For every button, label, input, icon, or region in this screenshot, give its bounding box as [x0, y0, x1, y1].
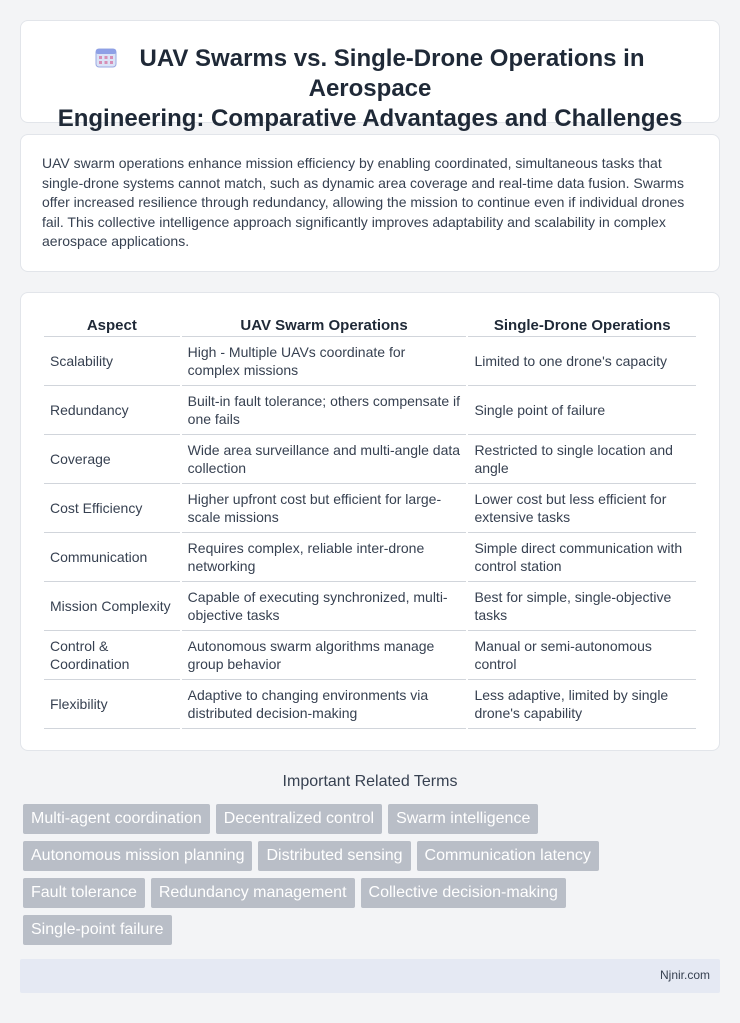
cell-aspect: Coverage [44, 435, 180, 484]
table-row [44, 631, 696, 680]
cell-single: Less adaptive, limited by single drone's capability [468, 680, 696, 729]
comparison-table [42, 315, 698, 729]
related-term-tag[interactable]: Redundancy management [151, 878, 355, 908]
related-term-tag[interactable]: Autonomous mission planning [23, 841, 252, 871]
cell-aspect: Scalability [44, 337, 180, 386]
related-term-tag[interactable]: Collective decision-making [361, 878, 566, 908]
cell-single: Simple direct communication with control station [468, 533, 696, 582]
intro-paragraph: UAV swarm operations enhance mission efficiency by enabling coordinated, simultaneous tasks that single-drone systems cannot match, such as dynamic area coverage and real-time data fusion. Swarms offer increased resilience through redundancy, allowing the mission to continue even if individual drones fail. This collective intelligence approach significantly improves adaptability and scalability in complex aerospace applications. [42, 155, 685, 249]
cell-swarm: Higher upfront cost but efficient for large-scale missions [182, 484, 467, 533]
cell-aspect: Flexibility [44, 680, 180, 729]
cell-single: Restricted to single location and angle [468, 435, 696, 484]
cell-single: Limited to one drone's capacity [468, 337, 696, 386]
related-term-tag[interactable]: Swarm intelligence [388, 804, 538, 834]
cell-swarm: Wide area surveillance and multi-angle data collection [182, 435, 467, 484]
cell-aspect: Mission Complexity [44, 582, 180, 631]
cell-swarm: Capable of executing synchronized, multi-objective tasks [182, 582, 467, 631]
related-term-tag[interactable]: Decentralized control [216, 804, 382, 834]
table-row [44, 435, 696, 484]
related-term-tag[interactable]: Single-point failure [23, 915, 172, 945]
related-term-tag[interactable]: Multi-agent coordination [23, 804, 210, 834]
table-row [44, 386, 696, 435]
title-line-1: UAV Swarms vs. Single-Drone Operations in Aerospace [139, 45, 645, 102]
comparison-card [20, 292, 720, 751]
cell-swarm: Built-in fault tolerance; others compensate if one fails [182, 386, 467, 435]
title-card [20, 20, 720, 132]
calendar-icon [95, 46, 117, 68]
related-term-tag[interactable]: Communication latency [417, 841, 599, 871]
header-single: Single-Drone Operations [468, 315, 696, 337]
table-header-row [44, 315, 696, 337]
cell-single: Lower cost but less efficient for extensive tasks [468, 484, 696, 533]
header-aspect: Aspect [44, 315, 180, 337]
cell-aspect: Redundancy [44, 386, 180, 435]
intro-card [20, 134, 720, 272]
related-term-tag[interactable]: Fault tolerance [23, 878, 145, 908]
table-row [44, 582, 696, 631]
table-row [44, 484, 696, 533]
footer-site: Njnir.com [659, 968, 710, 982]
title-line-2: Engineering: Comparative Advantages and Challenges [57, 105, 683, 132]
cell-aspect: Cost Efficiency [44, 484, 180, 533]
related-terms-list [23, 804, 683, 945]
cell-aspect: Control & Coordination [44, 631, 180, 680]
table-row [44, 337, 696, 386]
table-row [44, 533, 696, 582]
cell-single: Best for simple, single-objective tasks [468, 582, 696, 631]
cell-aspect: Communication [44, 533, 180, 582]
header-swarm: UAV Swarm Operations [182, 315, 467, 337]
table-row [44, 680, 696, 729]
cell-swarm: Adaptive to changing environments via distributed decision-making [182, 680, 467, 729]
table-body [44, 337, 696, 729]
footer [20, 959, 720, 993]
related-term-tag[interactable]: Distributed sensing [258, 841, 410, 871]
cell-swarm: Autonomous swarm algorithms manage group behavior [182, 631, 467, 680]
cell-swarm: High - Multiple UAVs coordinate for complex missions [182, 337, 467, 386]
related-terms-heading: Important Related Terms [282, 773, 458, 790]
cell-swarm: Requires complex, reliable inter-drone networking [182, 533, 467, 582]
cell-single: Single point of failure [468, 386, 696, 435]
page-title [21, 44, 719, 134]
cell-single: Manual or semi-autonomous control [468, 631, 696, 680]
